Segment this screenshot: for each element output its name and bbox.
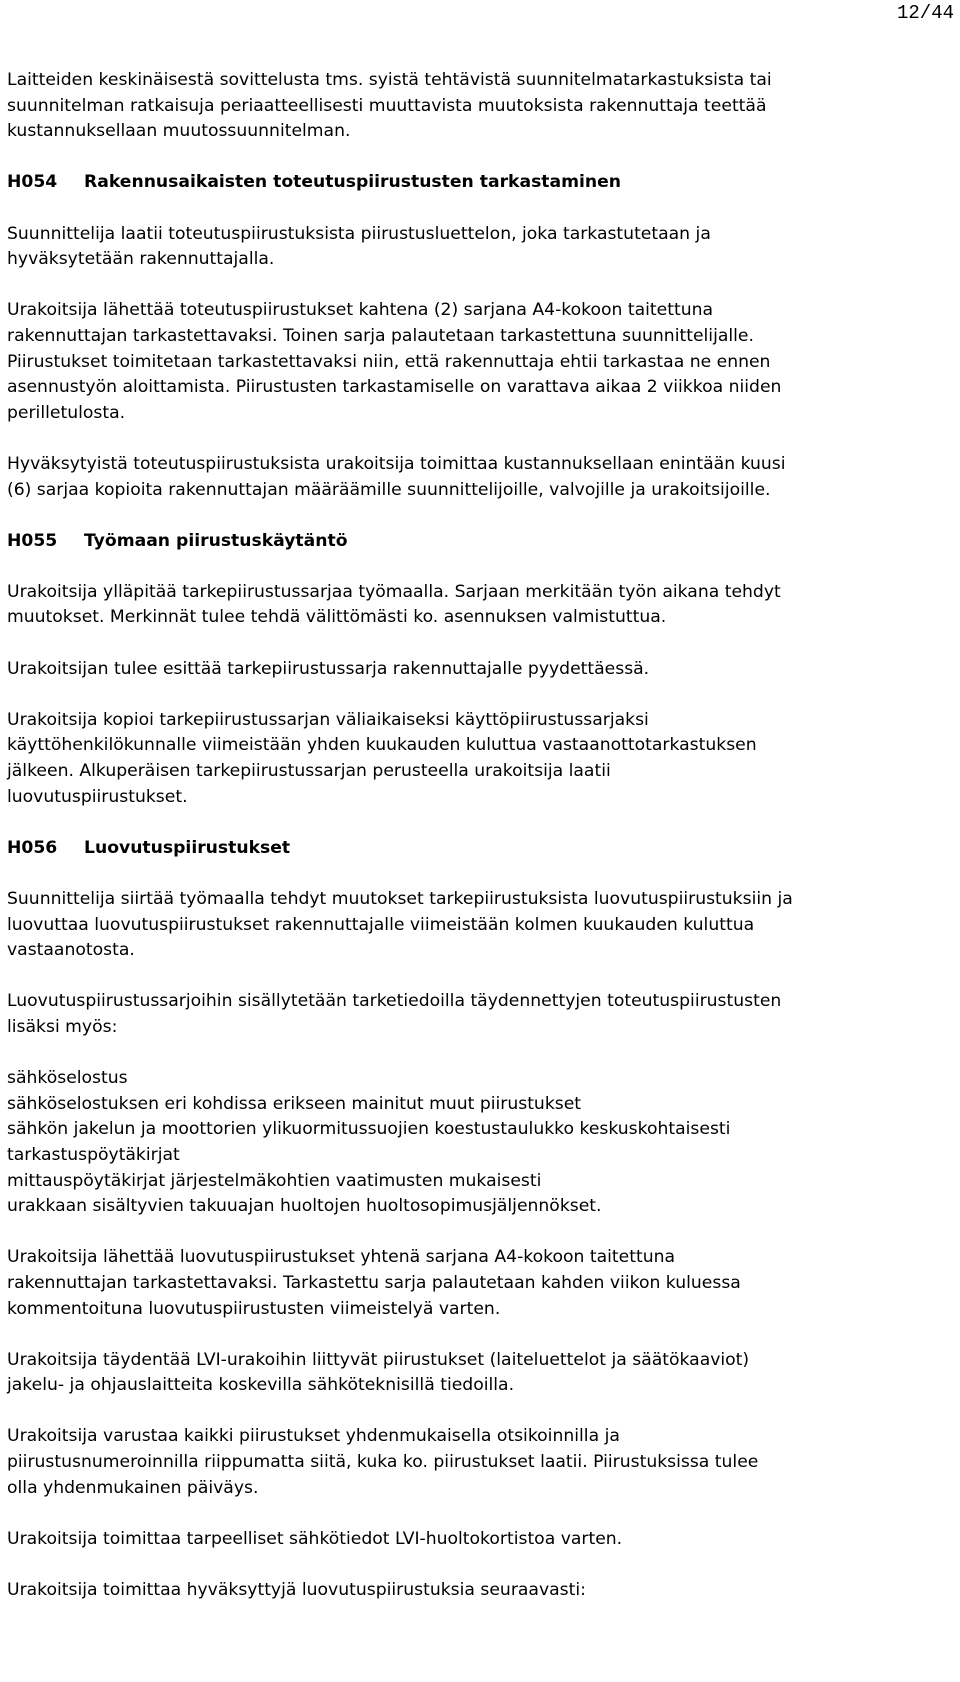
- h056-paragraph-5: Urakoitsija varustaa kaikki piirustukset yhdenmukaisella otsikoinnilla ja piirustusnumeroinnilla riippumatta siitä, kuka ko. piirustukset laatii. Piirustuksissa tulee olla yhdenmukainen päiväys.: [7, 1426, 759, 1498]
- section-heading-h055: [7, 529, 947, 555]
- h056-paragraph-6: Urakoitsija toimittaa tarpeelliset sähkötiedot LVI-huoltokortistoa varten.: [7, 1528, 623, 1549]
- section-title: Työmaan piirustuskäytäntö: [84, 530, 348, 551]
- intro-paragraph: Laitteiden keskinäisestä sovittelusta tms. syistä tehtävistä suunnitelmatarkastuksista tai suunnitelman ratkaisuja periaatteellisesti muuttavista muutoksista rakennuttaja teettää kustannuksellaan muutossuunnitelman.: [7, 70, 772, 142]
- h055-paragraph-1: Urakoitsija ylläpitää tarkepiirustussarjaa työmaalla. Sarjaan merkitään työn aikana tehdyt muutokset. Merkinnät tulee tehdä välittömästi ko. asennuksen valmistuttua.: [7, 581, 781, 628]
- h054-paragraph-1: Suunnittelija laatii toteutuspiirustuksista piirustusluettelon, joka tarkastutetaan ja hyväksytetään rakennuttajalla.: [7, 223, 711, 270]
- h056-paragraph-3: Urakoitsija lähettää luovutuspiirustukset yhtenä sarjana A4-kokoon taitettuna rakennuttajan tarkastettavaksi. Tarkastettu sarja palautetaan kahden viikon kuluessa kommentoituna luovutuspiirustusten viimeistelyä varten.: [7, 1247, 741, 1319]
- deliverables-list: [7, 1066, 947, 1220]
- section-title: Luovutuspiirustukset: [84, 837, 291, 858]
- list-item: sähköselostuksen eri kohdissa erikseen mainitut muut piirustukset: [7, 1093, 582, 1114]
- list-item: sähköselostus: [7, 1068, 128, 1089]
- section-code: H056: [7, 837, 58, 858]
- h054-paragraph-2: Urakoitsija lähettää toteutuspiirustukset kahtena (2) sarjana A4-kokoon taitettuna rakennuttajan tarkastettavaksi. Toinen sarja palautetaan tarkastettuna suunnittelijalle. Piirustukset toimitetaan tarkastettavaksi niin, että rakennuttaja ehtii tarkastaa ne ennen asennustyön aloittamista. Piirustusten tarkastamiselle on varattava aikaa 2 viikkoa niiden perilletulosta.: [7, 300, 782, 423]
- section-title: Rakennusaikaisten toteutuspiirustusten tarkastaminen: [84, 172, 622, 193]
- h054-paragraph-3: Hyväksytyistä toteutuspiirustuksista urakoitsija toimittaa kustannuksellaan enintään kuusi (6) sarjaa kopioita rakennuttajan määräämille suunnittelijoille, valvojille ja urakoitsijoille.: [7, 453, 786, 500]
- section-code: H054: [7, 172, 58, 193]
- section-heading-h056: [7, 836, 947, 862]
- h056-paragraph-4: Urakoitsija täydentää LVI-urakoihin liittyvät piirustukset (laiteluettelot ja säätökaaviot) jakelu- ja ohjauslaitteita koskevilla sähköteknisillä tiedoilla.: [7, 1349, 750, 1396]
- list-item: sähkön jakelun ja moottorien ylikuormitussuojien koestustaulukko keskuskohtaisesti: [7, 1119, 731, 1140]
- h056-paragraph-1: Suunnittelija siirtää työmaalla tehdyt muutokset tarkepiirustuksista luovutuspiirustuksiin ja luovuttaa luovutuspiirustukset rakennuttajalle viimeistään kolmen kuukauden kuluttua vastaanotosta.: [7, 889, 793, 961]
- h056-paragraph-2: Luovutuspiirustussarjoihin sisällytetään tarketiedoilla täydennettyjen toteutuspiirustusten lisäksi myös:: [7, 991, 782, 1037]
- page-number: 12/44: [896, 2, 954, 24]
- h055-paragraph-3: Urakoitsija kopioi tarkepiirustussarjan väliaikaiseksi käyttöpiirustussarjaksi käyttöhenkilökunnalle viimeistään yhden kuukauden kuluttua vastaanottotarkastuksen jälkeen. Alkuperäisen tarkepiirustussarjan perusteella urakoitsija laatii luovutuspiirustukset.: [7, 709, 757, 807]
- section-code: H055: [7, 530, 58, 551]
- h055-paragraph-2: Urakoitsijan tulee esittää tarkepiirustussarja rakennuttajalle pyydettäessä.: [7, 658, 650, 679]
- list-item: urakkaan sisältyvien takuuajan huoltojen huoltosopimusjäljennökset.: [7, 1196, 602, 1217]
- list-item: mittauspöytäkirjat järjestelmäkohtien vaatimusten mukaisesti: [7, 1170, 542, 1191]
- h056-paragraph-7: Urakoitsija toimittaa hyväksyttyjä luovutuspiirustuksia seuraavasti:: [7, 1580, 586, 1601]
- document-body: [7, 68, 947, 1629]
- section-heading-h054: [7, 170, 947, 196]
- list-item: tarkastuspöytäkirjat: [7, 1144, 180, 1165]
